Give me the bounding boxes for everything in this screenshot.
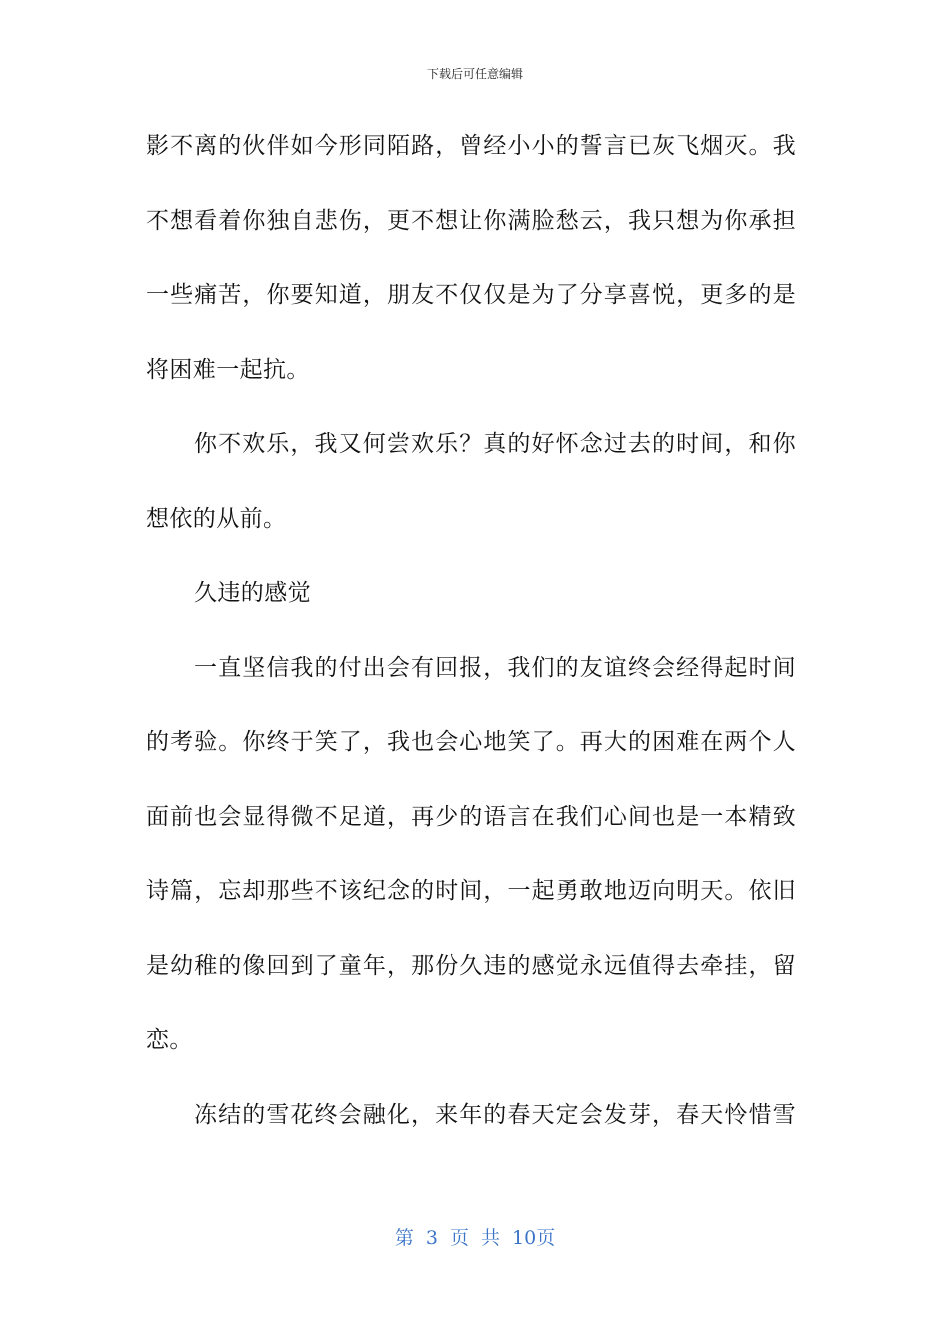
text-line-6: 想依的从前。 [146,505,287,532]
text-line-3: 一些痛苦，你要知道，朋友不仅仅是为了分享喜悦，更多的是 [146,282,796,308]
body-text [146,128,796,1171]
text-line-10: 面前也会显得微不足道，再少的语言在我们心间也是一本精致 [146,803,796,830]
text-line-9: 的考验。你终于笑了，我也会心地笑了。再大的困难在两个人 [146,729,796,755]
text-line-14: 冻结的雪花终会融化，来年的春天定会发芽，春天怜惜雪 [194,1101,796,1128]
text-line-2: 不想看着你独自悲伤，更不想让你满脸愁云，我只想为你承担 [146,207,796,234]
text-line-11: 诗篇，忘却那些不该纪念的时间，一起勇敢地迈向明天。依旧 [146,878,796,904]
text-line-13: 恋。 [146,1027,193,1053]
text-line-4: 将困难一起抗。 [146,356,310,383]
text-line-5: 你不欢乐，我又何尝欢乐？真的好怀念过去的时间，和你 [194,431,796,457]
section-title: 久违的感觉 [194,580,311,606]
page-number-footer: 第 3 页 共 10页 [394,1227,556,1249]
page-header-note: 下载后可任意编辑 [426,67,523,81]
text-line-12: 是幼稚的像回到了童年，那份久违的感觉永远值得去牵挂，留 [146,952,796,979]
text-line-8: 一直坚信我的付出会有回报，我们的友谊终会经得起时间 [194,654,796,681]
text-line-1: 影不离的伙伴如今形同陌路，曾经小小的誓言已灰飞烟灭。我 [146,133,796,159]
